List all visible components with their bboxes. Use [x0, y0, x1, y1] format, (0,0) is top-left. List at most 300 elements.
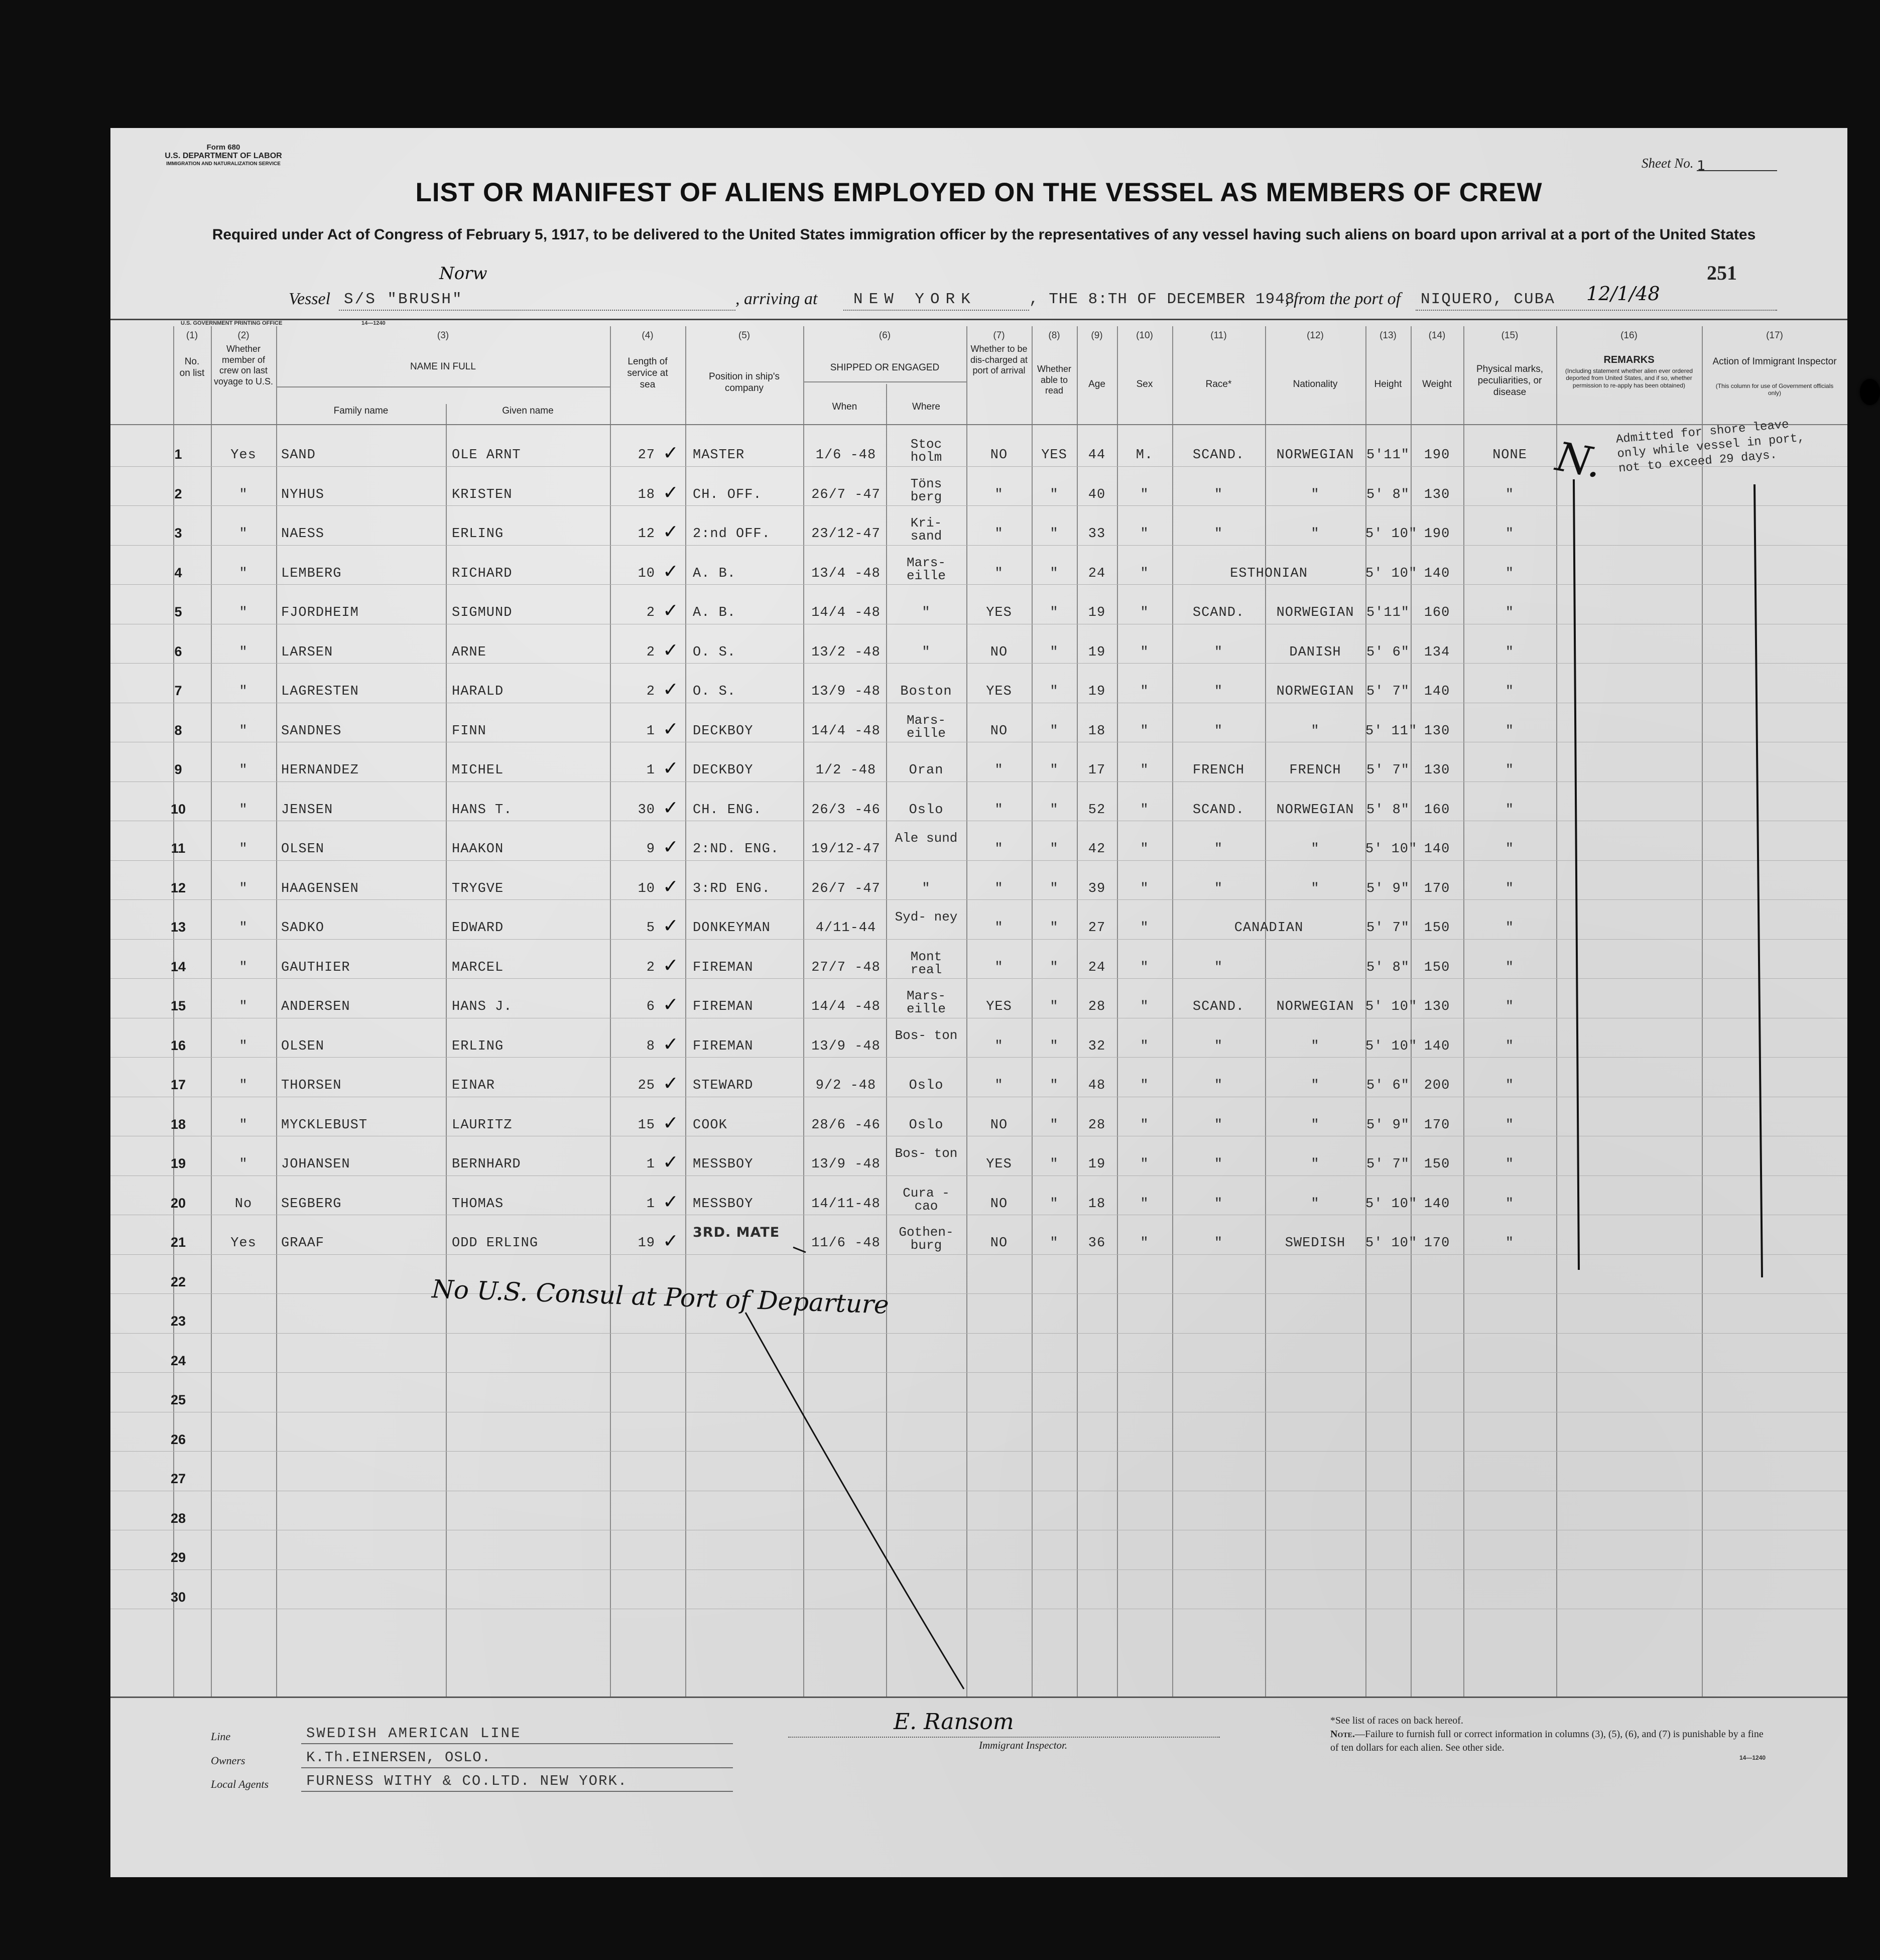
cell-read: " [1050, 1038, 1059, 1054]
cell-family: OLSEN [281, 1038, 325, 1054]
row-number: 5 [174, 604, 182, 619]
cell-discharged: " [994, 881, 1004, 896]
cell-discharged: NO [990, 448, 1008, 463]
cell-member: " [239, 1117, 248, 1133]
owners-rule [301, 1767, 733, 1768]
cell-discharged: YES [986, 999, 1012, 1014]
row-number: 8 [174, 722, 182, 738]
cell-service: 5 [646, 921, 655, 936]
cell-height: 5'11" [1366, 605, 1410, 620]
cell-weight: 140 [1424, 684, 1450, 699]
row-number: 17 [170, 1077, 186, 1092]
cell-member: " [239, 684, 248, 699]
cell-height: 5' 11" [1365, 723, 1418, 739]
printing-office: U.S. GOVERNMENT PRINTING OFFICE [181, 320, 283, 326]
inspector-label: Immigrant Inspector. [979, 1739, 1068, 1751]
cell-when: 27/7 -48 [811, 960, 881, 975]
bottom-code: 14—1240 [1739, 1754, 1766, 1761]
cell-age: 42 [1088, 842, 1106, 857]
cell-physical: " [1505, 921, 1515, 936]
cell-position: MESSBOY [693, 1196, 754, 1212]
cell-service: 1 [646, 1196, 655, 1212]
cell-discharged: " [994, 1078, 1004, 1093]
vessel-handnote: Norw [439, 264, 487, 284]
cell-position: O. S. [693, 644, 736, 660]
cell-when: 26/7 -47 [811, 881, 881, 896]
cell-family: LEMBERG [281, 566, 342, 581]
ditto-mark-stroke [793, 1247, 806, 1252]
cell-family: HAAGENSEN [281, 881, 359, 896]
col-head-discharged: Whether to be dis-charged at port of arrival [970, 344, 1028, 376]
cell-height: 5' 7" [1366, 1157, 1410, 1172]
cell-physical: " [1505, 802, 1515, 818]
col-number: (14) [1428, 330, 1446, 341]
cell-service: 1 [646, 1157, 655, 1172]
cell-family: NAESS [281, 527, 325, 542]
cell-nationality: NORWEGIAN [1276, 448, 1354, 463]
sheet-value: 1 [1697, 158, 1777, 171]
races-note: *See list of races on back hereof. [1330, 1715, 1463, 1726]
hand-date: 12/1/48 [1586, 283, 1660, 305]
cell-given: THOMAS [452, 1196, 504, 1212]
cell-race: " [1214, 487, 1223, 502]
cell-sex: " [1140, 605, 1149, 620]
cell-position: DECKBOY [693, 763, 754, 778]
cell-position: 3:RD ENG. [693, 881, 771, 896]
cell-member: " [239, 1038, 248, 1054]
cell-when: 11/6 -48 [811, 1236, 881, 1251]
manifest-sheet [110, 128, 1847, 1877]
row-number: 3 [174, 526, 182, 541]
cell-sex: " [1140, 527, 1149, 542]
cell-family: NYHUS [281, 487, 325, 502]
agents-value: FURNESS WITHY & CO.LTD. NEW YORK. [306, 1773, 628, 1789]
arriving-label: , arriving at [735, 290, 818, 308]
cell-race: " [1214, 842, 1223, 857]
col-number: (13) [1380, 330, 1397, 341]
cell-position: MESSBOY [693, 1157, 754, 1172]
cell-discharged: " [994, 566, 1004, 581]
row-number: 26 [170, 1431, 186, 1447]
cell-service: 15 [638, 1117, 655, 1133]
row-number: 14 [170, 959, 186, 974]
cell-age: 44 [1088, 448, 1106, 463]
cell-height: 5' 6" [1366, 644, 1410, 660]
cell-read: " [1050, 684, 1059, 699]
form-number: Form 680 [206, 143, 240, 152]
check-mark-icon: ✓ [663, 914, 679, 937]
cell-family: OLSEN [281, 842, 325, 857]
cell-service: 1 [646, 763, 655, 778]
cell-when: 26/3 -46 [811, 802, 881, 818]
col-number: (16) [1620, 330, 1638, 341]
cell-discharged: " [994, 527, 1004, 542]
row-number: 6 [174, 643, 182, 659]
cell-member: " [239, 1157, 248, 1172]
cell-read: " [1050, 1117, 1059, 1133]
cell-race: SCAND. [1192, 605, 1245, 620]
note-label: Note. [1330, 1729, 1355, 1740]
cell-sex: " [1140, 763, 1149, 778]
cell-service: 10 [638, 881, 655, 896]
col-head-action-note: (This column for use of Government officials only) [1715, 382, 1834, 397]
cell-age: 28 [1088, 999, 1106, 1014]
cell-physical: " [1505, 960, 1515, 975]
line-rule [301, 1743, 733, 1744]
cell-sex: " [1140, 1236, 1149, 1251]
cell-sex: " [1140, 802, 1149, 818]
cell-discharged: " [994, 1038, 1004, 1054]
cell-sex: " [1140, 881, 1149, 896]
cell-where: Kri- sand [910, 515, 942, 544]
row-number: 21 [170, 1235, 186, 1250]
cell-race: CANADIAN [1234, 921, 1304, 936]
arriving-value: NEW YORK [853, 291, 976, 308]
cell-nationality: NORWEGIAN [1276, 605, 1354, 620]
cell-position: FIREMAN [693, 1038, 754, 1054]
cell-service: 6 [646, 999, 655, 1014]
cell-race: FRENCH [1192, 763, 1245, 778]
cell-position: 3RD. MATE [693, 1225, 780, 1240]
footer-rule [110, 1696, 1847, 1698]
cell-race: SCAND. [1192, 448, 1245, 463]
cell-discharged: " [994, 763, 1004, 778]
cell-member: " [239, 487, 248, 502]
cell-read: " [1050, 999, 1059, 1014]
cell-sex: " [1140, 960, 1149, 975]
cell-when: 13/9 -48 [811, 1038, 881, 1054]
owners-label: Owners [211, 1754, 245, 1767]
row-number: 25 [170, 1392, 186, 1407]
cell-nationality: " [1311, 1078, 1320, 1093]
note-text: —Failure to furnish full or correct information in columns (3), (5), (6), and (7) is punishable by a fine of ten dollars for each alien. See other side. [1330, 1729, 1764, 1753]
check-mark-icon: ✓ [663, 678, 679, 700]
cell-sex: " [1140, 1038, 1149, 1054]
cell-when: 26/7 -47 [811, 487, 881, 502]
row-number: 20 [170, 1195, 186, 1211]
cell-physical: " [1505, 763, 1515, 778]
row-number: 7 [174, 683, 182, 698]
cell-given: KRISTEN [452, 487, 513, 502]
cell-family: ANDERSEN [281, 999, 350, 1014]
col-number: (4) [642, 330, 654, 341]
cell-age: 39 [1088, 881, 1106, 896]
cell-service: 19 [638, 1236, 655, 1251]
cell-member: Yes [230, 448, 257, 463]
cell-read: " [1050, 1157, 1059, 1172]
cell-discharged: NO [990, 1236, 1008, 1251]
col-head-read: Whether able to read [1037, 364, 1072, 396]
cell-discharged: YES [986, 605, 1012, 620]
department: U.S. DEPARTMENT OF LABOR [165, 152, 282, 161]
cell-where: Ale sund [895, 831, 958, 846]
cell-height: 5' 9" [1366, 1117, 1410, 1133]
vessel-label: Vessel [289, 290, 331, 308]
cell-sex: " [1140, 999, 1149, 1014]
footer-notes [1330, 1714, 1772, 1755]
cell-family: HERNANDEZ [281, 763, 359, 778]
cell-weight: 134 [1424, 644, 1450, 660]
cell-age: 24 [1088, 960, 1106, 975]
cell-height: 5' 6" [1366, 1078, 1410, 1093]
cell-nationality: " [1311, 1196, 1320, 1212]
row-number: 11 [171, 841, 186, 856]
check-mark-icon: ✓ [663, 520, 679, 543]
cell-physical: " [1505, 487, 1515, 502]
col-head-remarks: REMARKS [1603, 354, 1655, 365]
cell-age: 19 [1088, 1157, 1106, 1172]
remarks-vertical-stroke [1754, 484, 1762, 1277]
col-head-nationality: Nationality [1293, 379, 1338, 389]
cell-position: 2:nd OFF. [693, 527, 771, 542]
cell-race: " [1214, 960, 1223, 975]
cell-age: 18 [1088, 723, 1106, 739]
cell-given: LAURITZ [452, 1117, 513, 1133]
cell-given: HARALD [452, 684, 504, 699]
cell-family: LAGRESTEN [281, 684, 359, 699]
cell-weight: 150 [1424, 960, 1450, 975]
cell-read: " [1050, 566, 1059, 581]
cell-sex: " [1140, 487, 1149, 502]
cell-service: 1 [646, 723, 655, 739]
cell-family: GRAAF [281, 1236, 325, 1251]
signature-line [788, 1737, 1220, 1738]
cell-service: 2 [646, 960, 655, 975]
cell-discharged: " [994, 842, 1004, 857]
col-head-weight: Weight [1422, 379, 1452, 389]
cell-service: 12 [638, 527, 655, 542]
row-number: 23 [170, 1314, 186, 1329]
remarks-hand-mark: N. [1552, 433, 1605, 487]
cell-weight: 150 [1424, 1157, 1450, 1172]
cell-age: 19 [1088, 605, 1106, 620]
cell-sex: " [1140, 1196, 1149, 1212]
row-number: 12 [170, 880, 186, 895]
cell-when: 13/9 -48 [811, 684, 881, 699]
cell-service: 8 [646, 1038, 655, 1054]
cell-given: ERLING [452, 1038, 504, 1054]
cell-physical: " [1505, 1078, 1515, 1093]
cell-position: FIREMAN [693, 999, 754, 1014]
row-number: 28 [170, 1510, 186, 1526]
col-head-given: Given name [502, 406, 554, 416]
cell-discharged: NO [990, 723, 1008, 739]
cell-sex: " [1140, 684, 1149, 699]
cell-when: 13/4 -48 [811, 566, 881, 581]
cell-read: " [1050, 842, 1059, 857]
cell-member: " [239, 723, 248, 739]
remarks-vertical-stroke [1574, 479, 1579, 1270]
cell-physical: " [1505, 527, 1515, 542]
check-mark-icon: ✓ [663, 1111, 679, 1134]
row-number: 9 [174, 762, 182, 777]
cell-member: " [239, 842, 248, 857]
remarks-note: Admitted for shore leave only while vessel in port, not to exceed 29 days. [1615, 418, 1805, 476]
cell-where: Oslo [909, 1117, 944, 1133]
cell-height: 5' 10" [1365, 566, 1418, 581]
cell-discharged: NO [990, 644, 1008, 660]
cell-height: 5' 7" [1366, 921, 1410, 936]
cell-when: 28/6 -46 [811, 1117, 881, 1133]
cell-discharged: " [994, 960, 1004, 975]
check-mark-icon: ✓ [663, 796, 679, 819]
cell-position: O. S. [693, 684, 736, 699]
cell-physical: " [1505, 644, 1515, 660]
cell-position: FIREMAN [693, 960, 754, 975]
cell-age: 40 [1088, 487, 1106, 502]
cell-height: 5' 7" [1366, 684, 1410, 699]
cell-service: 2 [646, 644, 655, 660]
col-number: (17) [1766, 330, 1783, 341]
cell-race: SCAND. [1192, 802, 1245, 818]
col-number: (1) [186, 330, 198, 341]
sheet-label: Sheet No. [1642, 156, 1694, 171]
col-number: (15) [1501, 330, 1519, 341]
agents-label: Local Agents [211, 1778, 269, 1790]
col-number: (9) [1091, 330, 1103, 341]
page-subtitle: Required under Act of Congress of February 5, 1917, to be delivered to the United States immigration officer by the representatives of any vessel having such aliens on board upon arrival at a port of the United States [212, 226, 1756, 243]
cell-when: 4/11-44 [815, 921, 876, 936]
cell-when: 1/2 -48 [815, 763, 876, 778]
cell-weight: 130 [1424, 999, 1450, 1014]
cell-nationality: NORWEGIAN [1276, 999, 1354, 1014]
cell-physical: " [1505, 684, 1515, 699]
cell-read: " [1050, 921, 1059, 936]
cell-race: " [1214, 644, 1223, 660]
cell-weight: 190 [1424, 448, 1450, 463]
cell-member: No [234, 1196, 253, 1212]
cell-where: Töns berg [910, 476, 942, 504]
cell-nationality: " [1311, 723, 1320, 739]
agents-rule [301, 1791, 733, 1792]
cell-sex: " [1140, 921, 1149, 936]
col-number: (8) [1048, 330, 1060, 341]
cell-nationality: " [1311, 1157, 1320, 1172]
check-mark-icon: ✓ [663, 875, 679, 897]
cell-position: DECKBOY [693, 723, 754, 739]
cell-weight: 130 [1424, 723, 1450, 739]
row-number: 27 [170, 1471, 186, 1486]
cell-where: Mont real [910, 949, 942, 977]
cell-given: HANS J. [452, 999, 513, 1014]
cell-sex: " [1140, 1078, 1149, 1093]
row-number: 2 [174, 486, 182, 501]
cell-service: 25 [638, 1078, 655, 1093]
cell-age: 32 [1088, 1038, 1106, 1054]
cell-position: A. B. [693, 605, 736, 620]
cell-family: FJORDHEIM [281, 605, 359, 620]
cell-given: BERNHARD [452, 1157, 521, 1172]
cell-physical: " [1505, 1196, 1515, 1212]
vessel-value: S/S "BRUSH" [344, 291, 463, 308]
cell-read: " [1050, 527, 1059, 542]
cell-sex: M. [1136, 448, 1154, 463]
cell-physical: " [1505, 842, 1515, 857]
cell-service: 18 [638, 487, 655, 502]
col-number: (11) [1210, 330, 1227, 341]
cell-position: CH. OFF. [693, 487, 762, 502]
row-number: 16 [170, 1037, 186, 1053]
binder-hole [1860, 379, 1880, 405]
cell-race: " [1214, 1078, 1223, 1093]
signature-connector-line [745, 1313, 964, 1689]
cell-given: SIGMUND [452, 605, 513, 620]
cell-race: " [1214, 1236, 1223, 1251]
cell-weight: 160 [1424, 605, 1450, 620]
cell-family: JOHANSEN [281, 1157, 350, 1172]
cell-when: 14/4 -48 [811, 605, 881, 620]
cell-family: SANDNES [281, 723, 342, 739]
cell-age: 52 [1088, 802, 1106, 818]
cell-physical: " [1505, 1038, 1515, 1054]
col-head-position: Position in ship's company [709, 371, 780, 394]
cell-age: 19 [1088, 684, 1106, 699]
check-mark-icon: ✓ [663, 1190, 679, 1213]
cell-nationality: " [1311, 1117, 1320, 1133]
cell-age: 24 [1088, 566, 1106, 581]
cell-member: " [239, 763, 248, 778]
cell-where: Oslo [909, 802, 944, 818]
cell-given: FINN [452, 723, 486, 739]
check-mark-icon: ✓ [663, 638, 679, 661]
row-number: 1 [174, 447, 182, 462]
cell-read: " [1050, 1078, 1059, 1093]
cell-family: SADKO [281, 921, 325, 936]
cell-sex: " [1140, 1157, 1149, 1172]
cell-when: 23/12-47 [811, 527, 881, 542]
col-head-height: Height [1374, 379, 1402, 389]
cell-weight: 150 [1424, 921, 1450, 936]
check-mark-icon: ✓ [663, 954, 679, 976]
cell-height: 5' 8" [1366, 487, 1410, 502]
owners-value: K.Th.EINERSEN, OSLO. [306, 1749, 491, 1766]
cell-height: 5' 8" [1366, 960, 1410, 975]
col-head-service: Length of service at sea [627, 356, 668, 390]
cell-given: MARCEL [452, 960, 504, 975]
cell-weight: 170 [1424, 1117, 1450, 1133]
cell-weight: 130 [1424, 487, 1450, 502]
cell-when: 14/4 -48 [811, 723, 881, 739]
cell-physical: " [1505, 1117, 1515, 1133]
penalty-note [1330, 1728, 1772, 1755]
cell-age: 28 [1088, 1117, 1106, 1133]
check-mark-icon: ✓ [663, 1151, 679, 1173]
cell-read: " [1050, 881, 1059, 896]
col-head-when: When [832, 402, 857, 412]
cell-height: 5' 10" [1365, 1236, 1418, 1251]
row-number: 29 [170, 1550, 186, 1565]
cell-when: 19/12-47 [811, 842, 881, 857]
cell-given: TRYGVE [452, 881, 504, 896]
cell-family: GAUTHIER [281, 960, 350, 975]
cell-height: 5' 7" [1366, 763, 1410, 778]
col-number: (6) [879, 330, 891, 341]
cell-read: " [1050, 723, 1059, 739]
cell-where: Gothen- burg [899, 1225, 954, 1253]
cell-read: " [1050, 763, 1059, 778]
cell-given: MICHEL [452, 763, 504, 778]
cell-where: " [922, 644, 931, 660]
cell-read: " [1050, 1196, 1059, 1212]
cell-service: 27 [638, 448, 655, 463]
col-head-remarks-note: (Including statement whether alien ever ordered deported from United States, and if so, whether permission to re-apply has been obtained) [1565, 367, 1693, 389]
cell-nationality: " [1311, 527, 1320, 542]
cell-given: ARNE [452, 644, 486, 660]
cell-weight: 130 [1424, 763, 1450, 778]
cell-physical: " [1505, 723, 1515, 739]
cell-service: 2 [646, 684, 655, 699]
cell-nationality: NORWEGIAN [1276, 684, 1354, 699]
